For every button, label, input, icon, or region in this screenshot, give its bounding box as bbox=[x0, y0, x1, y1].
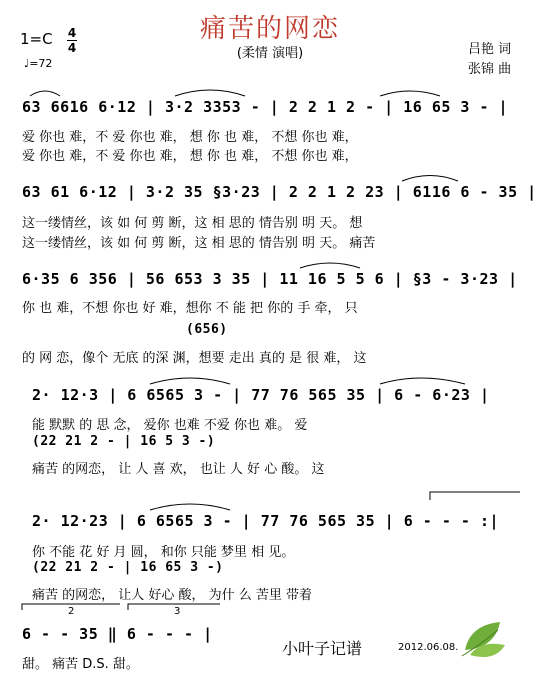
lyric-row-2b: 这一缕情丝，该 如 何 剪 断，这 相 思的 情告别 明 天。 痛苦 bbox=[22, 236, 376, 251]
composer: 张锦 曲 bbox=[468, 62, 512, 77]
alt-notation-row-4: (22 21 2 - | 16 5 3 -) bbox=[32, 434, 216, 449]
volta-2-label: 2 bbox=[68, 606, 75, 617]
song-title: 痛苦的网恋 bbox=[199, 14, 340, 44]
notation-row-3: 6·35 6 356 | 56 653 3 35 | 11 16 5 5 6 | §3 - 3·23 | bbox=[22, 270, 518, 288]
lyric-row-5b: 痛苦 的网恋， 让人 好心 酸， 为什 么 苦里 带着 bbox=[32, 588, 313, 603]
lyric-row-1b: 爱 你也 难，不 爱 你也 难， 想 你 也 难， 不想 你也 难， bbox=[22, 149, 358, 164]
slur bbox=[150, 504, 230, 510]
time-signature-top: 4 bbox=[67, 26, 77, 40]
slur bbox=[380, 91, 440, 96]
transcriber-credit: 小叶子记谱 bbox=[282, 639, 363, 658]
key-signature: 1=C bbox=[20, 30, 53, 48]
notation-row-4: 2· 12·3 | 6 6565 3 - | 77 76 565 35 | 6 - 6·23 | bbox=[32, 386, 490, 404]
slur bbox=[30, 91, 60, 96]
volta-bracket bbox=[128, 604, 220, 610]
slur bbox=[300, 263, 360, 268]
lyricist: 吕艳 词 bbox=[468, 42, 512, 57]
lyric-row-3b: 的 网 恋，像个 无底 的深 渊，想要 走出 真的 是 很 难， 这 bbox=[22, 351, 367, 366]
notation-row-5: 2· 12·23 | 6 6565 3 - | 77 76 565 35 | 6 - - - :| bbox=[32, 512, 500, 530]
lyric-row-5a: 你 不能 花 好 月 圆， 和你 只能 梦里 相 见。 bbox=[32, 545, 295, 560]
slur bbox=[402, 176, 458, 182]
slur bbox=[175, 90, 245, 96]
lyric-row-1a: 爱 你也 难，不 爱 你也 难， 想 你 也 难， 不想 你也 难， bbox=[22, 130, 358, 145]
lyric-row-4b: 痛苦 的网恋， 让 人 喜 欢， 也让 人 好 心 酸。 这 bbox=[32, 462, 325, 477]
tempo-mark: ♩=72 bbox=[24, 57, 53, 70]
slur bbox=[380, 378, 465, 384]
transcription-date: 2012.06.08. bbox=[398, 642, 459, 653]
lyric-row-2a: 这一缕情丝，该 如 何 剪 断，这 相 思的 情告别 明 天。 想 bbox=[22, 216, 363, 231]
notation-row-1: 63 6616 6·12 | 3·2 3353 - | 2 2 1 2 - | 16 65 3 - | bbox=[22, 98, 509, 116]
volta-bracket bbox=[22, 604, 120, 610]
notation-row-6: 6 - - 35 ‖ 6 - - - | bbox=[22, 625, 213, 643]
song-subtitle: (柔情 演唱) bbox=[236, 46, 304, 61]
leaf-icon bbox=[462, 622, 505, 657]
slur bbox=[150, 378, 230, 384]
lyric-row-3a: 你 也 难，不想 你也 好 难，想你 不 能 把 你的 手 牵， 只 bbox=[22, 301, 358, 316]
alt-notation-row-5: (22 21 2 - | 16 65 3 -) bbox=[32, 560, 224, 575]
notation-row-2: 63 61 6·12 | 3·2 35 §3·23 | 2 2 1 2 23 | 6116 6 - 35 | bbox=[22, 183, 537, 201]
volta-3-label: 3 bbox=[174, 606, 181, 617]
time-signature-bottom: 4 bbox=[67, 41, 77, 55]
lyric-row-4a: 能 默默 的 思 念， 爱你 也难 不爱 你也 难。 爱 bbox=[32, 418, 308, 433]
lyric-row-6: 甜。 痛苦 D.S. 甜。 bbox=[22, 657, 139, 672]
pickup-alt-notes: (656) bbox=[186, 322, 228, 337]
volta-bracket bbox=[430, 492, 520, 500]
